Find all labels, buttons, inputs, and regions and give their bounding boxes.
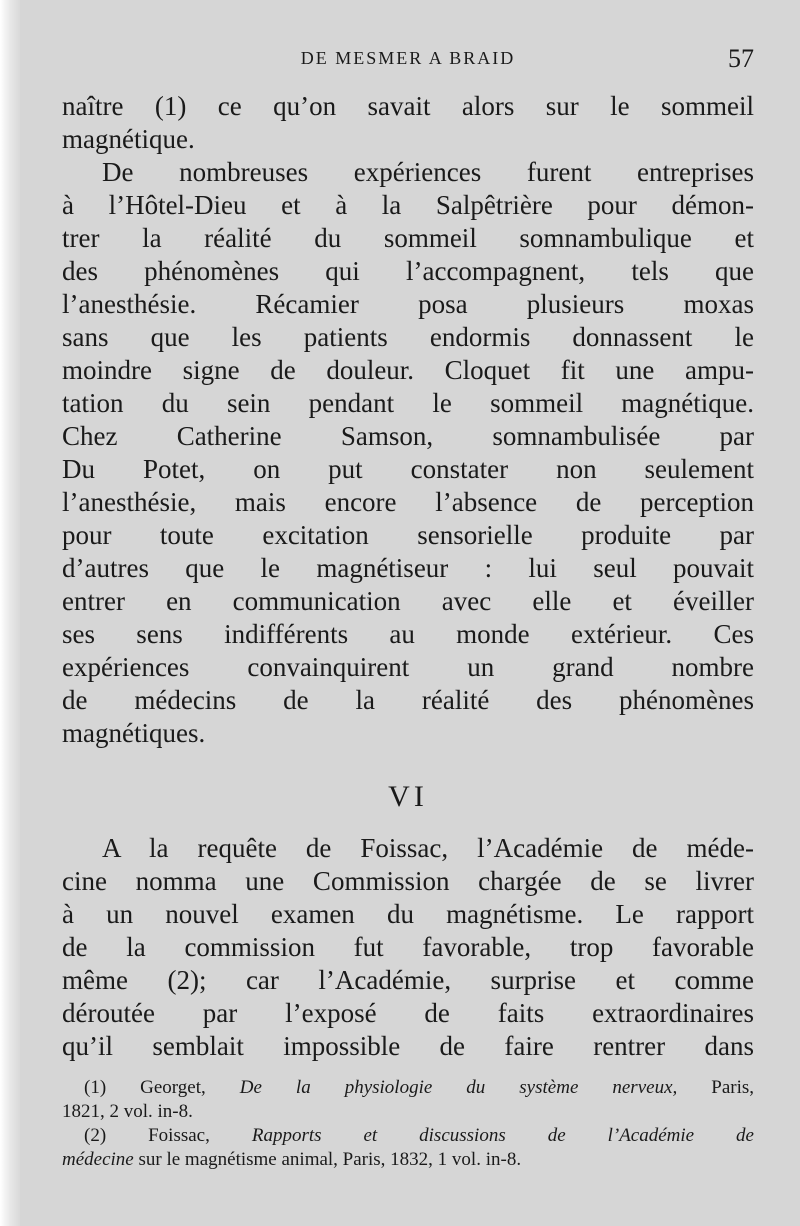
footnote-2 bbox=[62, 1124, 754, 1148]
text-line: naître (1) ce qu’on savait alors sur le sommeil bbox=[62, 91, 754, 121]
footnote-2-suffix: sur le magnétisme animal, Paris, 1832, 1 vol. in-8. bbox=[138, 1149, 522, 1170]
text-line: l’anesthésie. Récamier posa plusieurs moxas bbox=[62, 289, 754, 319]
text-line: tation du sein pendant le sommeil magnétique. bbox=[62, 388, 754, 418]
footnote-1-prefix: (1) Georget, bbox=[84, 1077, 206, 1098]
text-line: l’anesthésie, mais encore l’absence de perception bbox=[62, 487, 754, 517]
text-line: moindre signe de douleur. Cloquet fit une ampu- bbox=[62, 355, 754, 385]
text-line: Chez Catherine Samson, somnambulisée par bbox=[62, 421, 754, 451]
text-line: De nombreuses expériences furent entreprises bbox=[102, 157, 754, 187]
text-line: de médecins de la réalité des phénomènes bbox=[62, 685, 754, 715]
text-line: déroutée par l’exposé de faits extraordinaires bbox=[62, 998, 754, 1028]
text-line: à un nouvel examen du magnétisme. Le rapport bbox=[62, 899, 754, 929]
page-header bbox=[62, 44, 754, 78]
footnote-2-title-end: médecine bbox=[62, 1149, 134, 1170]
text-line: trer la réalité du sommeil somnambulique et bbox=[62, 223, 754, 253]
text-line: Du Potet, on put constater non seulement bbox=[62, 454, 754, 484]
footnote-1-suffix: Paris, bbox=[711, 1077, 754, 1098]
text-line: expériences convainquirent un grand nombre bbox=[62, 652, 754, 682]
text-line: même (2); car l’Académie, surprise et comme bbox=[62, 965, 754, 995]
running-title: DE MESMER A BRAID bbox=[300, 48, 516, 68]
page-number: 57 bbox=[728, 44, 754, 73]
footnote-1-title: De la physiologie du système nerveux, bbox=[239, 1077, 678, 1098]
text-line: des phénomènes qui l’accompagnent, tels que bbox=[62, 256, 754, 286]
text-line: d’autres que le magnétiseur : lui seul pouvait bbox=[62, 553, 754, 583]
text-line: entrer en communication avec elle et éveiller bbox=[62, 586, 754, 616]
text-line: cine nomma une Commission chargée de se livrer bbox=[62, 866, 754, 896]
section-heading: VI bbox=[388, 780, 428, 813]
text-line: magnétique. bbox=[62, 124, 195, 154]
text-line: de la commission fut favorable, trop favorable bbox=[62, 932, 754, 962]
text-line: à l’Hôtel-Dieu et à la Salpêtrière pour démon- bbox=[62, 190, 754, 220]
scan-edge bbox=[0, 0, 20, 1226]
footnote-2-prefix: (2) Foissac, bbox=[84, 1125, 210, 1146]
footnote-2-title: Rapports et discussions de l’Académie de bbox=[251, 1125, 754, 1146]
text-line: magnétiques. bbox=[62, 718, 206, 748]
footnote-2-continued bbox=[62, 1148, 754, 1172]
text-line: pour toute excitation sensorielle produite par bbox=[62, 520, 754, 550]
text-line: sans que les patients endormis donnassent le bbox=[62, 322, 754, 352]
footnote-1-continued: 1821, 2 vol. in-8. bbox=[62, 1101, 193, 1122]
text-line: ses sens indifférents au monde extérieur. Ces bbox=[62, 619, 754, 649]
text-line: A la requête de Foissac, l’Académie de méde- bbox=[102, 833, 754, 863]
text-line: qu’il semblait impossible de faire rentrer dans bbox=[62, 1031, 754, 1061]
footnote-1 bbox=[62, 1076, 754, 1100]
